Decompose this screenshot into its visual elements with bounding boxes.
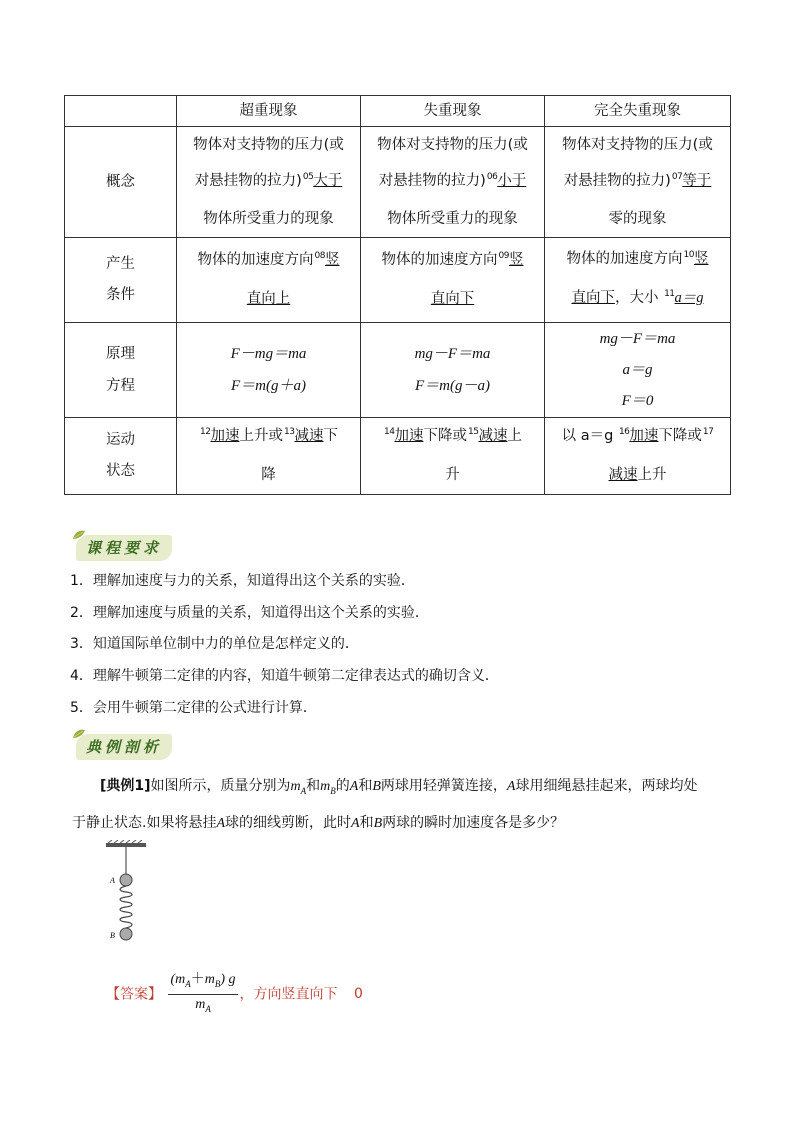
ceiling — [106, 843, 146, 847]
header-cell-empty — [65, 96, 177, 127]
answer-blank: 直向上 — [246, 291, 291, 307]
example-label: [典例1] — [100, 778, 151, 794]
formula: F＝m(g＋a) — [231, 378, 306, 394]
blank-number: 12 — [200, 427, 211, 437]
answer-blank: 直向下 — [571, 290, 615, 306]
example-problem: [典例1]如图所示，质量分别为$m_A$和$m_B$的A和B两球用轻弹簧连接，A球用细绳悬挂起来，两球均处 于静止状态.如果将悬挂A球的细线剪断，此时A和B两球的瞬时加速度各是多少？ — [72, 778, 698, 831]
blank-number: 14 — [384, 427, 395, 437]
formula: a＝g — [622, 361, 653, 378]
answer-blank: 等于 — [682, 173, 712, 189]
blank-number: 13 — [284, 427, 295, 437]
answer-fraction: $\frac{(m_A+m_B) g}{m_A}$ — [170, 972, 236, 1014]
list-item: 3．知道国际单位制中力的单位是怎样定义的． — [70, 636, 359, 652]
leaf-icon — [72, 529, 86, 541]
section-tag-requirements — [72, 533, 174, 561]
list-item: 5．会用牛顿第二定律的公式进行计算． — [70, 700, 317, 716]
answer-blank: 减速 — [294, 428, 324, 444]
condition-weightless: 物体的加速度方向$^{09}$竖 直向下 — [361, 238, 545, 323]
answer-line — [106, 970, 363, 1019]
blank-number: 17 — [702, 427, 714, 437]
section-title: 典例剖析 — [86, 738, 163, 756]
answer-zero: 0 — [354, 986, 363, 1003]
blank-number: 10 — [683, 250, 694, 260]
formula: mg－F＝ma — [599, 330, 676, 347]
answer-blank: 竖 — [508, 252, 524, 268]
table-row-concept — [65, 127, 731, 238]
row-label-motion: 运动 状态 — [65, 418, 177, 495]
comparison-table — [64, 95, 731, 495]
row-label-concept: 概念 — [65, 127, 177, 238]
blank-number: 09 — [498, 251, 509, 261]
blank-number: 11 — [664, 289, 675, 299]
blank-number: 15 — [468, 427, 479, 437]
list-item: 4．理解牛顿第二定律的内容，知道牛顿第二定律表达式的确切含义． — [70, 668, 499, 684]
ball-b — [120, 928, 132, 940]
table-row-condition — [65, 238, 731, 323]
answer-direction: ，方向竖直向下 — [239, 986, 338, 1003]
answer-blank: 加速 — [210, 428, 240, 444]
motion-weightless: $^{14}$加速下降或$^{15}$减速上 升 — [361, 418, 545, 495]
label-a: A — [110, 876, 115, 885]
blank-number: 08 — [314, 251, 325, 261]
equation-weightless — [361, 323, 545, 418]
formula: F＝0 — [621, 392, 654, 409]
answer-blank: 加速 — [629, 428, 659, 444]
label-b: B — [110, 931, 115, 940]
section-title: 课程要求 — [86, 539, 163, 557]
row-label-condition: 产生 条件 — [65, 238, 177, 323]
spring-figure — [104, 840, 150, 946]
spring — [120, 886, 132, 928]
answer-blank: 小于 — [497, 173, 527, 189]
answer-blank: a＝g — [674, 290, 704, 306]
answer-blank: 大于 — [313, 173, 343, 189]
answer-label: 【答案】 — [106, 986, 162, 1003]
blank-number: 07 — [671, 172, 683, 182]
condition-overweight: 物体的加速度方向$^{08}$竖 直向上 — [177, 238, 361, 323]
header-cell-weightless: 失重现象 — [361, 96, 545, 127]
header-cell-complete: 完全失重现象 — [545, 96, 731, 127]
motion-overweight: $^{12}$加速上升或$^{13}$减速下 降 — [177, 418, 361, 495]
equation-overweight — [177, 323, 361, 418]
answer-blank: 直向下 — [430, 291, 475, 307]
condition-complete: 物体的加速度方向$^{10}$竖 直向下，大小 $^{11}$a＝g — [545, 238, 731, 323]
answer-blank: 竖 — [324, 252, 340, 268]
list-item: 2．理解加速度与质量的关系，知道得出这个关系的实验． — [70, 605, 429, 621]
blank-number: 16 — [618, 427, 630, 437]
list-item: 1．理解加速度与力的关系，知道得出这个关系的实验． — [70, 573, 415, 589]
blank-number: 05 — [302, 172, 314, 182]
concept-complete: 物体对支持物的压力(或 对悬挂物的拉力)$^{07}$等于 零的现象 — [545, 127, 731, 238]
answer-blank: 减速 — [608, 467, 638, 483]
concept-overweight: 物体对支持物的压力(或 对悬挂物的拉力)$^{05}$大于 物体所受重力的现象 — [177, 127, 361, 238]
formula: F－mg＝ma — [230, 346, 307, 362]
ceiling-hatching — [108, 840, 142, 843]
section-tag-examples — [72, 732, 174, 760]
blank-number: 06 — [486, 172, 498, 182]
answer-blank: 加速 — [394, 428, 424, 444]
answer-blank: 减速 — [478, 428, 508, 444]
table-row-equation — [65, 323, 731, 418]
header-cell-overweight: 超重现象 — [177, 96, 361, 127]
equation-complete — [545, 323, 731, 418]
ball-a — [120, 874, 132, 886]
formula: F＝m(g－a) — [415, 378, 490, 394]
motion-complete: 以 a＝g $^{16}$加速下降或$^{17}$ 减速上升 — [545, 418, 731, 495]
concept-weightless: 物体对支持物的压力(或 对悬挂物的拉力)$^{06}$小于 物体所受重力的现象 — [361, 127, 545, 238]
table-row-motion — [65, 418, 731, 495]
table-header-row — [65, 96, 731, 127]
leaf-icon — [72, 728, 86, 740]
formula: mg－F＝ma — [414, 346, 491, 362]
answer-blank: 竖 — [693, 251, 709, 267]
row-label-equation: 原理 方程 — [65, 323, 177, 418]
